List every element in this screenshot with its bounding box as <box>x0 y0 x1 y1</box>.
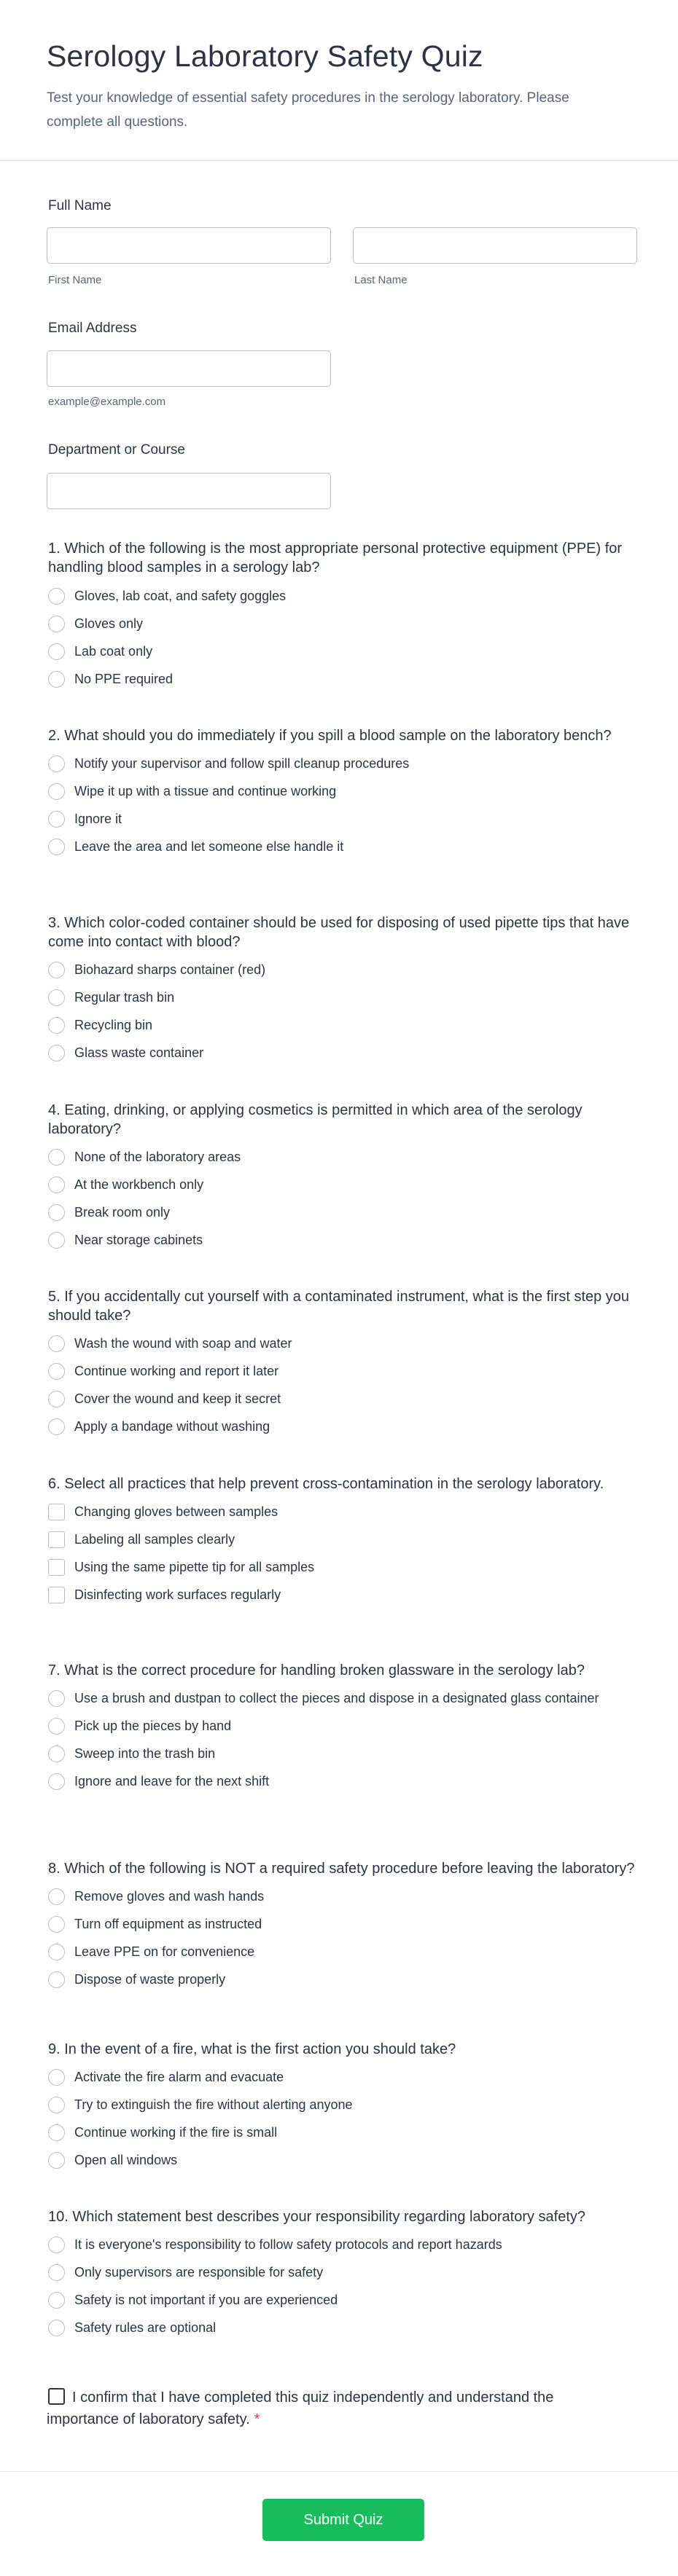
checkbox-input[interactable] <box>48 1559 65 1576</box>
question-title: 3. Which color-coded container should be used for disposing of used pipette tips that have come into contact with blood? <box>48 915 630 950</box>
radio-option[interactable] <box>48 615 639 633</box>
option-label: Using the same pipette tip for all samples <box>74 1560 315 1574</box>
department-label: Department or Course <box>48 442 185 458</box>
question-1 <box>48 539 639 688</box>
radio-input[interactable] <box>48 671 65 688</box>
option-label: Notify your supervisor and follow spill cleanup procedures <box>74 756 410 771</box>
option-label: Cover the wound and keep it secret <box>74 1391 281 1406</box>
radio-option[interactable] <box>48 2236 639 2254</box>
radio-input[interactable] <box>48 783 65 800</box>
option-label: Disinfecting work surfaces regularly <box>74 1587 281 1602</box>
form-title: Serology Laboratory Safety Quiz <box>47 39 483 73</box>
radio-option[interactable] <box>48 1888 639 1906</box>
radio-input[interactable] <box>48 2320 65 2336</box>
radio-option[interactable] <box>48 1016 639 1034</box>
option-label: Regular trash bin <box>74 990 175 1005</box>
footer-divider <box>0 2471 678 2472</box>
radio-input[interactable] <box>48 2152 65 2169</box>
question-5 <box>48 1287 639 1436</box>
form-subtitle: Test your knowledge of essential safety procedures in the serology laboratory. Please complete all questions. <box>47 90 569 130</box>
option-label: Ignore it <box>74 812 122 826</box>
option-label: No PPE required <box>74 672 174 686</box>
question-title: 6. Select all practices that help prevent cross-contamination in the serology laboratory. <box>48 1476 604 1492</box>
radio-option[interactable] <box>48 1176 639 1194</box>
required-asterisk: * <box>254 2411 260 2427</box>
question-8 <box>48 1859 639 1989</box>
radio-option[interactable] <box>48 1717 639 1735</box>
option-label: None of the laboratory areas <box>74 1150 241 1164</box>
radio-option[interactable] <box>48 1418 639 1436</box>
option-label: Continue working and report it later <box>74 1364 279 1378</box>
question-4 <box>48 1101 639 1249</box>
radio-input[interactable] <box>48 643 65 660</box>
radio-option[interactable] <box>48 2151 639 2169</box>
radio-input[interactable] <box>48 1944 65 1960</box>
option-label: Only supervisors are responsible for safety <box>74 2265 324 2279</box>
option-label: Safety is not important if you are experienced <box>74 2293 338 2307</box>
option-label: Break room only <box>74 1205 171 1220</box>
radio-option[interactable] <box>48 643 639 661</box>
radio-input[interactable] <box>48 989 65 1006</box>
full-name-label: Full Name <box>48 198 112 213</box>
first-name-sublabel: First Name <box>48 274 102 286</box>
email-input[interactable] <box>47 350 331 387</box>
email-sublabel: example@example.com <box>48 396 166 408</box>
option-label: Apply a bandage without washing <box>74 1419 270 1434</box>
option-label: Gloves only <box>74 616 144 631</box>
question-title: 5. If you accidentally cut yourself with a contaminated instrument, what is the first step you should take? <box>48 1289 630 1324</box>
radio-option[interactable] <box>48 782 639 801</box>
radio-option[interactable] <box>48 1335 639 1353</box>
option-label: Sweep into the trash bin <box>74 1746 216 1761</box>
checkbox-input[interactable] <box>48 1531 65 1548</box>
question-3 <box>48 914 639 1062</box>
radio-option[interactable] <box>48 989 639 1007</box>
option-label: Open all windows <box>74 2153 178 2167</box>
option-label: Wash the wound with soap and water <box>74 1336 292 1351</box>
radio-input[interactable] <box>48 1916 65 1933</box>
radio-input[interactable] <box>48 2237 65 2253</box>
option-label: Wipe it up with a tissue and continue working <box>74 784 337 798</box>
radio-option[interactable] <box>48 838 639 856</box>
question-9 <box>48 2040 639 2169</box>
checkbox-option[interactable] <box>48 1586 639 1604</box>
radio-option[interactable] <box>48 810 639 828</box>
question-10 <box>48 2207 639 2337</box>
form-header <box>0 0 678 161</box>
radio-option[interactable] <box>48 1915 639 1933</box>
radio-option[interactable] <box>48 2096 639 2114</box>
checkbox-input[interactable] <box>48 1587 65 1603</box>
option-label: Leave the area and let someone else handle it <box>74 839 344 854</box>
radio-input[interactable] <box>48 2097 65 2113</box>
option-label: Glass waste container <box>74 1045 204 1060</box>
option-label: Gloves, lab coat, and safety goggles <box>74 589 287 603</box>
checkbox-option[interactable] <box>48 1503 639 1521</box>
radio-option[interactable] <box>48 1362 639 1381</box>
radio-input[interactable] <box>48 1177 65 1193</box>
checkbox-option[interactable] <box>48 1558 639 1576</box>
radio-option[interactable] <box>48 1971 639 1989</box>
radio-input[interactable] <box>48 2292 65 2309</box>
last-name-input[interactable] <box>353 227 637 264</box>
radio-input[interactable] <box>48 1718 65 1735</box>
radio-input[interactable] <box>48 2264 65 2281</box>
question-title: 1. Which of the following is the most appropriate personal protective equipment (PPE) for handling blood samples in a serology lab? <box>48 541 623 576</box>
radio-input[interactable] <box>48 839 65 855</box>
option-label: Recycling bin <box>74 1018 153 1032</box>
radio-option[interactable] <box>48 755 639 773</box>
option-label: Near storage cabinets <box>74 1233 203 1247</box>
option-label: Use a brush and dustpan to collect the pieces and dispose in a designated glass container <box>74 1691 599 1705</box>
radio-input[interactable] <box>48 1363 65 1380</box>
radio-input[interactable] <box>48 1690 65 1707</box>
radio-option[interactable] <box>48 1689 639 1708</box>
radio-input[interactable] <box>48 1017 65 1034</box>
option-label: Safety rules are optional <box>74 2320 217 2335</box>
option-label: Pick up the pieces by hand <box>74 1719 232 1733</box>
radio-option[interactable] <box>48 1203 639 1222</box>
radio-option[interactable] <box>48 1231 639 1249</box>
radio-input[interactable] <box>48 616 65 632</box>
question-title: 10. Which statement best describes your responsibility regarding laboratory safety? <box>48 2209 586 2225</box>
radio-option[interactable] <box>48 2263 639 2282</box>
first-name-input[interactable] <box>47 227 331 264</box>
radio-option[interactable] <box>48 1745 639 1763</box>
question-title: 4. Eating, drinking, or applying cosmetics is permitted in which area of the serology laboratory? <box>48 1102 582 1137</box>
option-label: Try to extinguish the fire without alerting anyone <box>74 2097 353 2112</box>
confirmation-checkbox[interactable] <box>48 2388 65 2405</box>
option-label: Changing gloves between samples <box>74 1504 278 1519</box>
radio-option[interactable] <box>48 961 639 979</box>
option-label: Labeling all samples clearly <box>74 1532 235 1547</box>
confirmation-text: I confirm that I have completed this quiz independently and understand the importance of laboratory safety. <box>47 2390 554 2427</box>
option-label: At the workbench only <box>74 1177 204 1192</box>
radio-input[interactable] <box>48 1391 65 1407</box>
radio-input[interactable] <box>48 1045 65 1061</box>
option-label: Leave PPE on for convenience <box>74 1944 255 1959</box>
radio-option[interactable] <box>48 2319 639 2337</box>
submit-button[interactable]: Submit Quiz <box>262 2499 424 2541</box>
radio-option[interactable] <box>48 1772 639 1791</box>
radio-input[interactable] <box>48 755 65 772</box>
radio-input[interactable] <box>48 1971 65 1988</box>
question-7 <box>48 1661 639 1791</box>
confirmation-row[interactable] <box>47 2387 586 2430</box>
question-title: 9. In the event of a fire, what is the first action you should take? <box>48 2041 456 2057</box>
question-2 <box>48 726 639 856</box>
question-6 <box>48 1474 639 1604</box>
radio-option[interactable] <box>48 2291 639 2309</box>
radio-input[interactable] <box>48 811 65 828</box>
department-input[interactable] <box>47 473 331 509</box>
checkbox-input[interactable] <box>48 1504 65 1520</box>
radio-input[interactable] <box>48 962 65 978</box>
radio-option[interactable] <box>48 2068 639 2086</box>
radio-option[interactable] <box>48 1148 639 1166</box>
radio-option[interactable] <box>48 1044 639 1062</box>
option-label: Remove gloves and wash hands <box>74 1889 265 1904</box>
radio-input[interactable] <box>48 588 65 605</box>
checkbox-option[interactable] <box>48 1531 639 1549</box>
option-label: Ignore and leave for the next shift <box>74 1774 270 1788</box>
radio-input[interactable] <box>48 1888 65 1905</box>
radio-input[interactable] <box>48 1232 65 1249</box>
question-title: 7. What is the correct procedure for handling broken glassware in the serology lab? <box>48 1662 585 1678</box>
option-label: Dispose of waste properly <box>74 1972 226 1987</box>
question-title: 2. What should you do immediately if you spill a blood sample on the laboratory bench? <box>48 728 612 744</box>
radio-input[interactable] <box>48 1335 65 1352</box>
option-label: Biohazard sharps container (red) <box>74 962 266 977</box>
radio-option[interactable] <box>48 587 639 605</box>
option-label: It is everyone's responsibility to follow safety protocols and report hazards <box>74 2237 502 2252</box>
radio-option[interactable] <box>48 1943 639 1961</box>
radio-option[interactable] <box>48 670 639 688</box>
option-label: Lab coat only <box>74 644 153 659</box>
question-title: 8. Which of the following is NOT a required safety procedure before leaving the laboratory? <box>48 1861 635 1877</box>
radio-input[interactable] <box>48 1149 65 1166</box>
radio-option[interactable] <box>48 1390 639 1408</box>
radio-input[interactable] <box>48 1773 65 1790</box>
radio-input[interactable] <box>48 1746 65 1762</box>
radio-input[interactable] <box>48 1418 65 1435</box>
radio-input[interactable] <box>48 2124 65 2141</box>
radio-option[interactable] <box>48 2124 639 2142</box>
radio-input[interactable] <box>48 1204 65 1221</box>
option-label: Continue working if the fire is small <box>74 2125 278 2140</box>
radio-input[interactable] <box>48 2069 65 2086</box>
option-label: Activate the fire alarm and evacuate <box>74 2070 284 2084</box>
option-label: Turn off equipment as instructed <box>74 1917 262 1931</box>
email-label: Email Address <box>48 321 137 336</box>
last-name-sublabel: Last Name <box>354 274 408 286</box>
